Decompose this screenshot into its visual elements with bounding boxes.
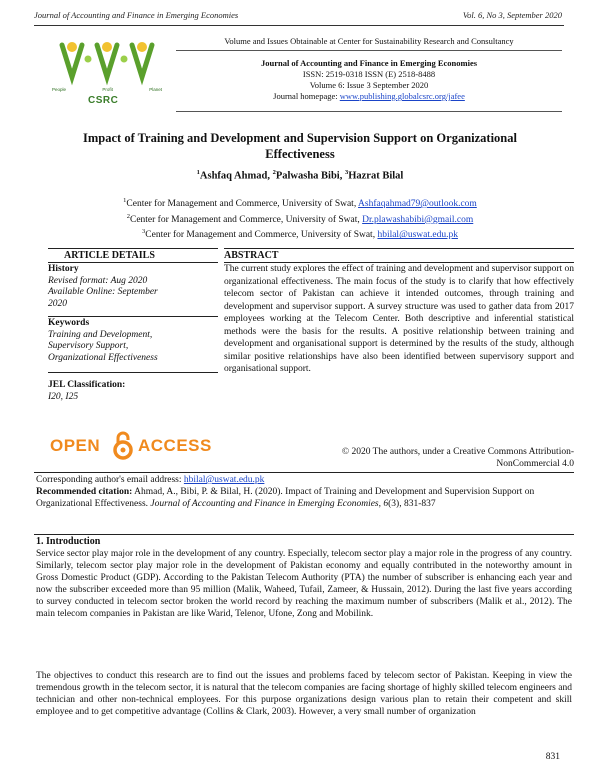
affiliation-1	[60, 195, 540, 211]
csrc-logo	[52, 37, 162, 109]
license-notice	[260, 446, 574, 470]
journal-box-rule	[176, 50, 562, 51]
affiliation-2	[60, 211, 540, 227]
affiliation-3-text: Center for Management and Commerce, University of Swat,	[145, 230, 378, 241]
corresponding-label: Corresponding author's email address:	[36, 475, 184, 485]
keywords-rule	[48, 372, 218, 373]
available-date-line2: 2020	[48, 298, 67, 309]
jel-block	[48, 380, 218, 403]
open-lock-icon	[112, 430, 134, 460]
journal-homepage	[176, 91, 562, 102]
affiliation-1-email[interactable]: Ashfaqahmad79@outlook.com	[358, 199, 477, 210]
author-list: $^1$Ashfaq Ahmad, $^2$Palwasha Bibi, $^3$Hazrat Bilal	[196, 169, 404, 182]
author-1-number: 1	[196, 169, 200, 176]
logo-word-people: People	[52, 87, 67, 92]
corresponding-email[interactable]: hbilal@uswat.edu.pk	[183, 475, 265, 485]
citation-journal: Journal of Accounting and Finance in Emerging Economies, 6	[150, 499, 389, 509]
publisher-line: Volume and Issues Obtainable at Center for Sustainability Research and Consultancy	[224, 36, 514, 46]
journal-box-bottom-rule	[176, 111, 562, 112]
running-head-issue: Vol. 6, No 3, September 2020	[462, 10, 562, 20]
history-block	[48, 264, 218, 310]
jel-label: JEL Classification:	[48, 380, 126, 390]
keyword-3: Organizational Effectiveness	[48, 352, 158, 363]
jel-codes: I20, I25	[48, 391, 79, 402]
open-access-word-access: ACCESS	[138, 436, 212, 455]
keyword-2: Supervisory Support,	[48, 341, 129, 351]
article-details-top-rule	[48, 248, 218, 249]
citation-label: Recommended citation:	[36, 487, 133, 497]
affiliation-1-number: 1	[123, 197, 127, 204]
revised-date: Revised format: Aug 2020	[48, 275, 148, 286]
paper-title: Impact of Training and Development and Supervision Support on Organizational Effectiveness	[83, 131, 517, 161]
abstract-text: The current study explores the effect of training and development and supervisor support on organizational effectiveness. The main focus of the study is to clarify that how effectively telecom sector of Pakistan can achieve it intended outcomes, through training and development and supervisor support. A survey structure was used to gather data from 2017 employees working at the Telecom Center. Both descriptive and inferential statistical methods were the basis for the results. A positive relationship between training and development and organisational support is determined by the results of the study, although similar positive relationships have also been identified between supervisory support and organisational support.	[224, 264, 574, 374]
corresponding-author	[36, 474, 576, 486]
keyword-1: Training and Development,	[48, 329, 153, 340]
author-2-number: 2	[272, 169, 276, 176]
citation-text: Ahmad, A., Bibi, P. & Bilal, H. (2020). Impact of Training and Development and Supervision Support on Organizational Effectiveness.	[36, 487, 535, 509]
author-2-name: Palwasha Bibi	[275, 170, 340, 182]
affiliation-3-email[interactable]: hbilal@uswat.edu.pk	[377, 230, 458, 241]
intro-heading: 1. Introduction	[36, 536, 101, 547]
available-date-line1: Available Online: September	[48, 287, 158, 297]
header-rule	[34, 25, 564, 26]
open-access-logo	[50, 430, 230, 460]
keywords-label: Keywords	[48, 318, 90, 328]
logo-word-planet: Planet	[149, 87, 162, 92]
affiliation-3	[60, 226, 540, 242]
recommended-citation	[36, 486, 576, 510]
affiliation-3-number: 3	[142, 228, 146, 236]
history-rule	[48, 316, 218, 317]
abstract-top-rule	[224, 248, 574, 249]
author-3-number: 3	[344, 169, 349, 176]
article-details-heading: ARTICLE DETAILS	[64, 250, 155, 261]
citation-rest: (3), 831-837	[388, 499, 436, 509]
article-details-head-rule	[48, 262, 218, 263]
open-access-word-open: OPEN	[50, 436, 101, 455]
affiliations	[60, 195, 540, 242]
intro-paragraph-2: The objectives to conduct this research are to find out the issues and problems faced by telecom sector of Pakistan. Keeping in view the tremendous growth in the telecom sector, it is natural that the telecom companies are facing shortage of highly skilled telecom engineers and technician and other non-technical employees. For this purpose organizations design various plan to retain their competent and skill employee and to get competitive advantage (Collins & Clark, 2003). However, a very small number of organization	[36, 671, 572, 717]
people-profit-planet-icon	[52, 37, 162, 89]
affiliation-2-email[interactable]: Dr.plawashabibi@gmail.com	[362, 214, 474, 225]
logo-acronym: CSRC	[88, 95, 119, 106]
journal-volume: Volume 6: Issue 3 September 2020	[309, 80, 429, 90]
running-head-journal: Journal of Accounting and Finance in Emerging Economies	[34, 10, 239, 20]
affiliation-2-text: Center for Management and Commerce, University of Swat,	[129, 214, 363, 225]
author-3-name: Hazrat Bilal	[348, 170, 404, 182]
history-label: History	[48, 264, 79, 274]
license-line1: © 2020 The authors, under a Creative Commons Attribution-	[341, 447, 574, 457]
logo-word-profit: Profit	[102, 87, 113, 92]
license-rule	[34, 472, 574, 473]
journal-issn: ISSN: 2519-0318 ISSN (E) 2518-8488	[302, 69, 436, 79]
journal-info-box	[176, 36, 562, 112]
page-number: 831	[545, 752, 560, 762]
license-line2: NonCommercial 4.0	[496, 459, 574, 469]
affiliation-2-number: 2	[126, 212, 130, 220]
author-1-name: Ashfaq Ahmad	[199, 170, 268, 182]
homepage-link[interactable]: www.publishing.globalcsrc.org/jafee	[339, 91, 465, 101]
keywords-block	[48, 318, 218, 364]
affiliation-1-text: Center for Management and Commerce, University of Swat,	[126, 199, 359, 210]
journal-title: Journal of Accounting and Finance in Emerging Economies	[260, 58, 478, 68]
homepage-label: Journal homepage:	[273, 91, 340, 101]
intro-paragraph-1: Service sector play major role in the development of any country. Especially, telecom sector play a major role in the progress of any country. Similarly, telecom sector play major role in the development of Pakistan economy and equally contributed in the noteworthy amount in Gross Domestic Product (GDP). According to the Pakistan Telecom Authority (PTA) the number of subscriber is enhancing each year and now the subscriber exceeded more than 95 million (Malik, Waheed, Tufail, Zameer, & Hussain, 2012). During the last five years according to survey conducted in telecom sector broken the world record by reaching the maximum number of subscribers (Malik et al., 2012). The main telecom companies in Pakistan are like Warid, Telenor, Ufone, Zong and Mobilink.	[36, 549, 572, 619]
citation-rule	[34, 534, 574, 535]
abstract-heading: ABSTRACT	[224, 250, 279, 261]
correspondence-block	[36, 474, 576, 510]
